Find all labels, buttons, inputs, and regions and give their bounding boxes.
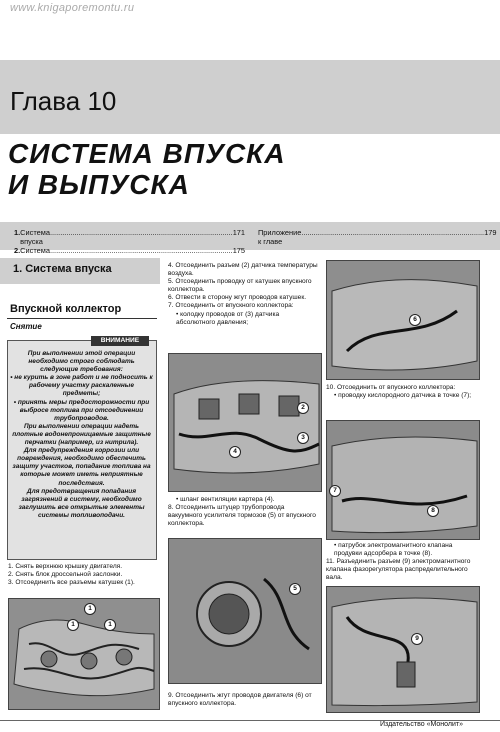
publisher: Издательство «Монолит» (380, 721, 464, 728)
steps-col3-top: 10. Отсоединить от впускного коллектора: • проводку кислородного датчика в точке (7); (326, 384, 472, 400)
chapter-title (8, 138, 286, 200)
callout: 5 (289, 583, 301, 595)
photo-oxygen-sensor (326, 260, 480, 380)
photo-intake-coils (8, 598, 160, 710)
subsection-title: Впускной коллектор (10, 303, 122, 315)
steps-col2-mid: • шланг вентиляции картера (4). 8. Отсоединить штуцер трубопровода вакуумного усилителя тормозов (5) от впускного коллектора. (168, 496, 316, 528)
chapter-title-line2: И ВЫПУСКА (8, 169, 190, 200)
warning-text: При выполнении этой операции необходимо строго соблюдать следующие требования: • не курить в зоне работ и не подносить к рабочему участку раскаленные предметы; • принять меры предосторожности при выбросе топлива при отсоединении трубопроводов. При выполнении операции надеть плотные водонепроницаемые защитные перчатки (например, из нитрила). Для предупреждения коррозии или повреждения, необходимо обеспечить защиту участков, попадание топлива на которые может иметь неприятные последствия. Для предотвращения попадания загрязнений в систему, необходимо заглушить все открытые элементы системы топливоподачи. (10, 350, 153, 519)
steps-col2-bottom: 9. Отсоединить жгут проводов двигателя (6) от впускного коллектора. (168, 692, 312, 708)
section-title: 1. Система впуска (13, 263, 112, 275)
chapter-label: Глава 10 (10, 86, 117, 116)
toc-item[interactable]: 1. Система впуска ......................................................................................... 171 (14, 228, 246, 246)
chapter-title-line1: СИСТЕМА ВПУСКА (8, 138, 286, 169)
engine-illustration (327, 261, 479, 379)
engine-illustration (169, 539, 321, 683)
toc-item[interactable]: 2. Система ......................................................................................... 175 (14, 246, 246, 255)
toc-item[interactable]: Приложение к главе ......................................................................................... 179 (258, 228, 497, 246)
photo-adsorber-valve (326, 420, 480, 540)
callout: 4 (229, 446, 241, 458)
steps-col3-mid: • патрубок электромагнитного клапана продувки адсорбера в точке (8). 11. Разъединить разъем (9) электромагнитного клапана фазорегулятора распределительного вала. (326, 542, 471, 582)
warning-badge: ВНИМАНИЕ (91, 336, 149, 346)
engine-illustration (327, 421, 479, 539)
callout: 9 (411, 633, 423, 645)
photo-vacuum-hose (168, 538, 322, 684)
callout: 6 (409, 314, 421, 326)
photo-coils-harness (168, 353, 322, 492)
photo-phase-valve (326, 586, 480, 713)
callout: 3 (297, 432, 309, 444)
callout: 1 (84, 603, 96, 615)
toc-right (258, 228, 497, 246)
steps-col1: 1. Снять верхнюю крышку двигателя. 2. Снять блок дроссельной заслонки. 3. Отсоединить все разъемы катушек (1). (8, 563, 135, 587)
callout: 8 (427, 505, 439, 517)
site-watermark: www.knigaporemontu.ru (10, 2, 135, 14)
subsubsection-title: Снятие (10, 322, 42, 331)
callout: 1 (104, 619, 116, 631)
callout: 1 (67, 619, 79, 631)
subsection-rule (7, 318, 157, 319)
callout: 7 (329, 485, 341, 497)
engine-illustration (169, 354, 321, 491)
steps-col2-top: 4. Отсоединить разъем (2) датчика температуры воздуха. 5. Отсоединить проводку от катушек впускного коллектора. 6. Отвести в сторону жгут проводов катушек. 7. Отсоединить от впускного коллектора: • колодку проводов от (3) датчика абсолютного давления; (168, 262, 318, 326)
callout: 2 (297, 402, 309, 414)
engine-illustration (9, 599, 159, 709)
engine-illustration (327, 587, 479, 712)
